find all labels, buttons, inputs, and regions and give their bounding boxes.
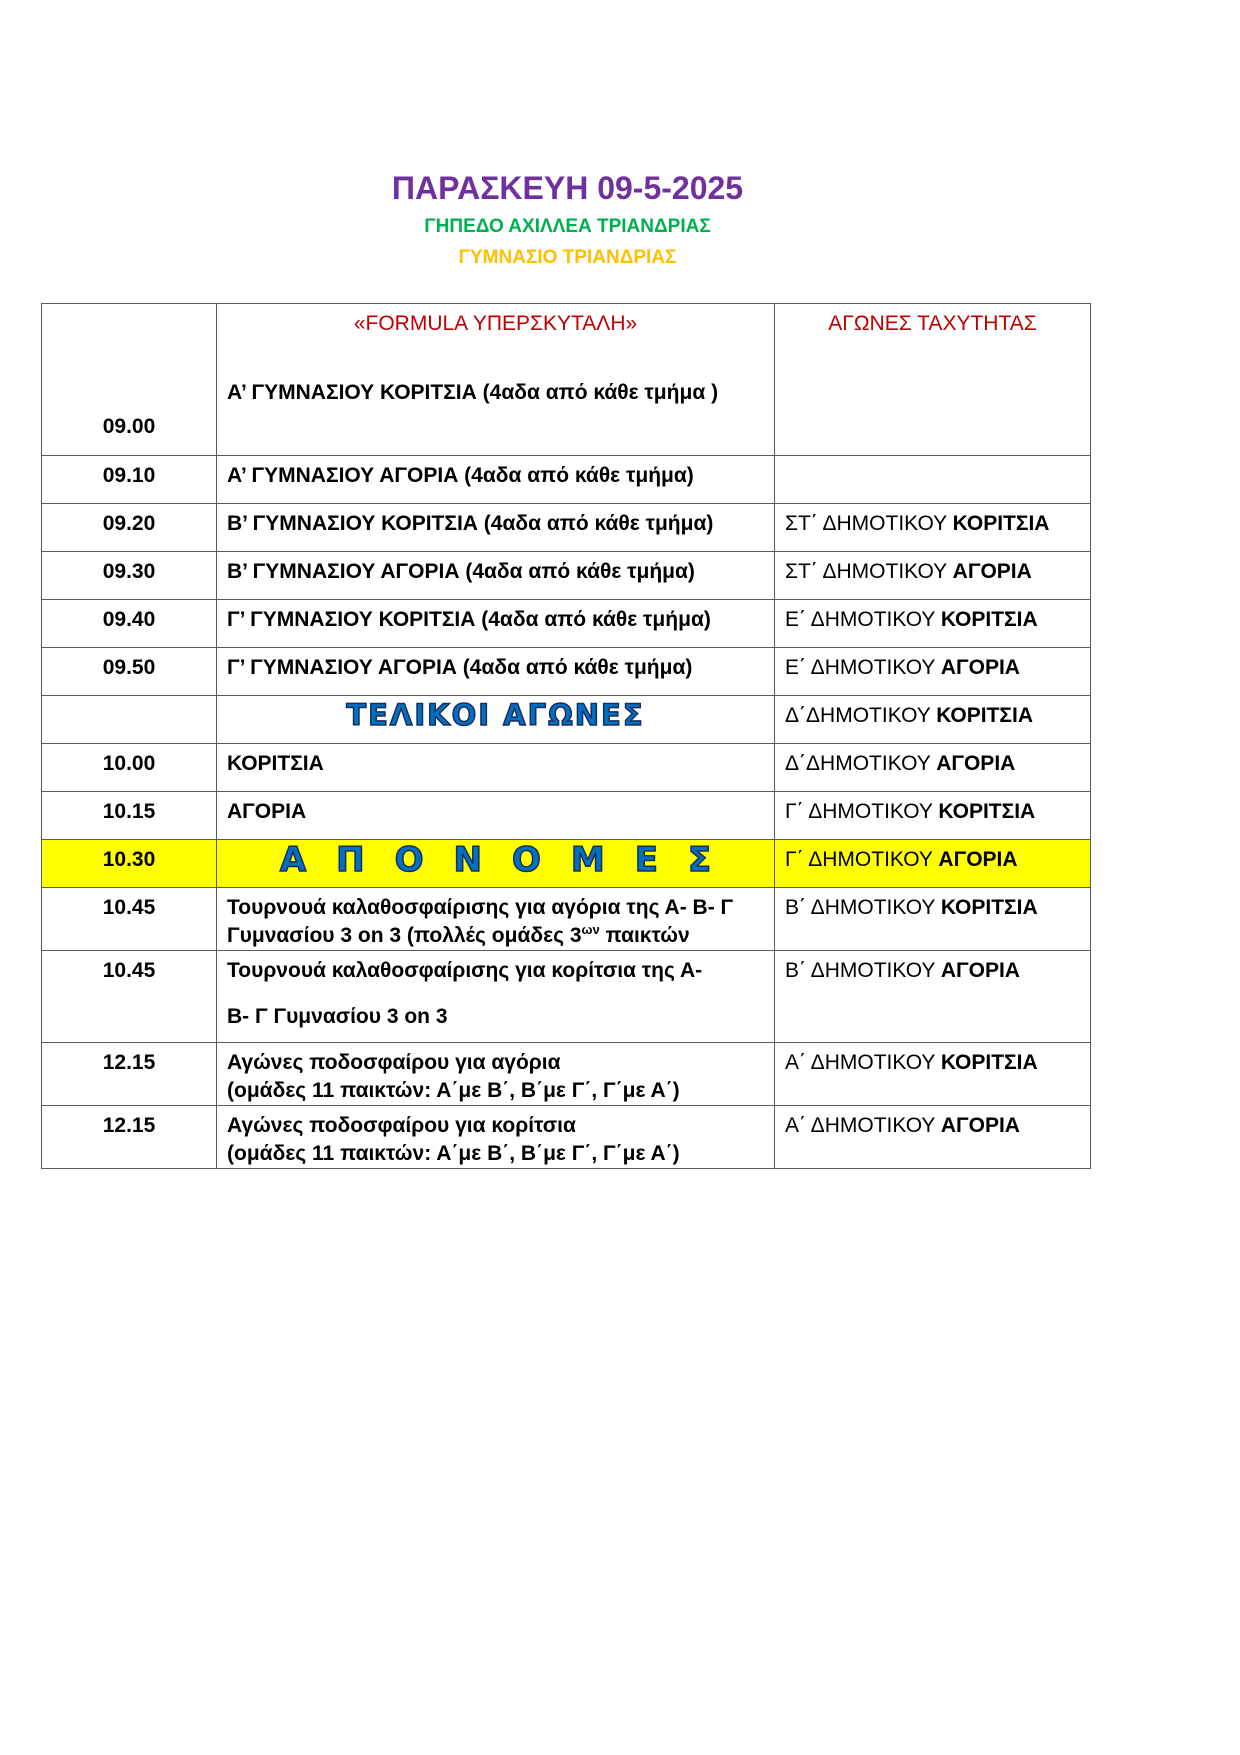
speed-cell [775, 840, 1091, 888]
time-cell: 10.45 [42, 951, 217, 1043]
table-row-highlight [42, 840, 1091, 888]
time-cell: 10.15 [42, 792, 217, 840]
speed-gender: ΑΓΟΡΙΑ [938, 848, 1018, 871]
event-cell: Γ’ ΓΥΜΝΑΣΙΟΥ ΚΟΡΙΤΣΙΑ (4αδα από κάθε τμήμα) [217, 600, 775, 648]
table-row [42, 304, 1091, 456]
speed-cell [775, 552, 1091, 600]
table-row [42, 951, 1091, 1043]
page-title: ΠΑΡΑΣΚΕΥΗ 09-5-2025 [391, 170, 744, 206]
speed-gender: ΚΟΡΙΤΣΙΑ [936, 704, 1033, 727]
venue-field: ΓΗΠΕΔΟ ΑΧΙΛΛΕΑ ΤΡΙΑΝΔΡΙΑΣ [424, 216, 711, 237]
event-line-2: Β- Γ Γυμνασίου 3 on 3 [227, 1005, 448, 1028]
finals-banner: ΤΕΛΙΚΟΙ ΑΓΩΝΕΣ [346, 698, 645, 732]
speed-cell [775, 696, 1091, 744]
event-cell: Β’ ΓΥΜΝΑΣΙΟΥ ΑΓΟΡΙΑ (4αδα από κάθε τμήμα) [217, 552, 775, 600]
time-cell: 10.00 [42, 744, 217, 792]
speed-cell [775, 304, 1091, 456]
speed-cell [775, 648, 1091, 696]
time-cell [42, 696, 217, 744]
time-cell [42, 304, 217, 456]
table-row [42, 744, 1091, 792]
speed-cell [775, 600, 1091, 648]
speed-grade: Γ΄ ΔΗΜΟΤΙΚΟΥ [785, 800, 939, 823]
event-cell [217, 696, 775, 744]
time-cell: 12.15 [42, 1106, 217, 1169]
time-cell: 09.50 [42, 648, 217, 696]
table-row [42, 792, 1091, 840]
speed-cell [775, 504, 1091, 552]
event-text: Α’ ΓΥΜΝΑΣΙΟΥ ΚΟΡΙΤΣΙΑ (4αδα από κάθε τμήμα ) [227, 381, 719, 404]
table-row [42, 1106, 1091, 1169]
event-cell [217, 951, 775, 1043]
speed-gender: ΑΓΟΡΙΑ [952, 560, 1032, 583]
event-line-1: Τουρνουά καλαθοσφαίρισης για κορίτσια της Α- [227, 959, 703, 982]
event-text: Τουρνουά καλαθοσφαίρισης για αγόρια της Α- Β- Γ Γυμνασίου 3 on 3 (πολλές ομάδες 3 [227, 896, 734, 947]
awards-banner: ΑΠΟΝΟΜΕΣ [279, 840, 742, 880]
speed-grade: Α΄ ΔΗΜΟΤΙΚΟΥ [785, 1051, 941, 1074]
speed-grade: Ε΄ ΔΗΜΟΤΙΚΟΥ [785, 656, 941, 679]
event-cell: Γ’ ΓΥΜΝΑΣΙΟΥ ΑΓΟΡΙΑ (4αδα από κάθε τμήμα) [217, 648, 775, 696]
table-row [42, 456, 1091, 504]
event-cell [217, 888, 775, 951]
event-cell: Α’ ΓΥΜΝΑΣΙΟΥ ΑΓΟΡΙΑ (4αδα από κάθε τμήμα) [217, 456, 775, 504]
table-row [42, 1043, 1091, 1106]
time-cell: 12.15 [42, 1043, 217, 1106]
speed-cell [775, 1106, 1091, 1169]
event-superscript: ων [581, 922, 600, 937]
event-cell: Β’ ΓΥΜΝΑΣΙΟΥ ΚΟΡΙΤΣΙΑ (4αδα από κάθε τμήμα) [217, 504, 775, 552]
speed-gender: ΚΟΡΙΤΣΙΑ [940, 1051, 1038, 1074]
event-cell [217, 304, 775, 456]
event-line-1: Αγώνες ποδοσφαίρου για αγόρια [227, 1051, 561, 1074]
speed-gender: ΑΓΟΡΙΑ [940, 1114, 1020, 1137]
speed-gender: ΚΟΡΙΤΣΙΑ [938, 800, 1036, 823]
speed-grade: Ε΄ ΔΗΜΟΤΙΚΟΥ [785, 608, 941, 631]
venue-gym: ΓΥΜΝΑΣΙΟ ΤΡΙΑΝΔΡΙΑΣ [458, 247, 677, 268]
speed-cell [775, 792, 1091, 840]
speed-gender: ΑΓΟΡΙΑ [940, 959, 1020, 982]
time-value: 09.00 [102, 415, 156, 438]
speed-cell [775, 888, 1091, 951]
speed-cell [775, 951, 1091, 1043]
speed-grade: ΣΤ΄ ΔΗΜΟΤΙΚΟΥ [785, 512, 953, 535]
event-cell [217, 1106, 775, 1169]
event-cell [217, 840, 775, 888]
table-row [42, 696, 1091, 744]
speed-grade: Β΄ ΔΗΜΟΤΙΚΟΥ [785, 896, 941, 919]
table-row [42, 504, 1091, 552]
speed-gender: ΑΓΟΡΙΑ [940, 656, 1020, 679]
table-row [42, 600, 1091, 648]
speed-grade: Δ΄ΔΗΜΟΤΙΚΟΥ [785, 752, 937, 775]
event-cell: ΑΓΟΡΙΑ [217, 792, 775, 840]
event-cell: ΚΟΡΙΤΣΙΑ [217, 744, 775, 792]
time-cell: 09.30 [42, 552, 217, 600]
speed-grade: Γ΄ ΔΗΜΟΤΙΚΟΥ [785, 848, 939, 871]
speed-grade: Α΄ ΔΗΜΟΤΙΚΟΥ [785, 1114, 941, 1137]
time-cell: 10.45 [42, 888, 217, 951]
table-row [42, 552, 1091, 600]
speed-gender: ΚΟΡΙΤΣΙΑ [940, 896, 1038, 919]
speed-grade: Β΄ ΔΗΜΟΤΙΚΟΥ [785, 959, 941, 982]
time-cell: 10.30 [42, 840, 217, 888]
speed-gender: ΚΟΡΙΤΣΙΑ [952, 512, 1050, 535]
speed-cell [775, 744, 1091, 792]
time-cell: 09.40 [42, 600, 217, 648]
schedule-table [41, 303, 1091, 1169]
event-text-tail: παικτών [599, 924, 690, 947]
table-row [42, 648, 1091, 696]
speed-grade: ΣΤ΄ ΔΗΜΟΤΙΚΟΥ [785, 560, 953, 583]
time-cell: 09.20 [42, 504, 217, 552]
speed-gender: ΚΟΡΙΤΣΙΑ [940, 608, 1038, 631]
speed-cell [775, 1043, 1091, 1106]
speed-grade: Δ΄ΔΗΜΟΤΙΚΟΥ [785, 704, 937, 727]
formula-header: «FORMULA ΥΠΕΡΣΚΥΤΑΛΗ» [353, 312, 638, 335]
time-cell: 09.10 [42, 456, 217, 504]
table-row [42, 888, 1091, 951]
speed-cell [775, 456, 1091, 504]
speed-header: ΑΓΩΝΕΣ ΤΑΧΥΤΗΤΑΣ [828, 312, 1037, 335]
speed-gender: ΑΓΟΡΙΑ [936, 752, 1016, 775]
event-line-2: (ομάδες 11 παικτών: Α΄με Β΄, Β΄με Γ΄, Γ΄με Α΄) [227, 1079, 680, 1102]
event-line-1: Αγώνες ποδοσφαίρου για κορίτσια [227, 1114, 576, 1137]
event-cell [217, 1043, 775, 1106]
event-line-2: (ομάδες 11 παικτών: Α΄με Β΄, Β΄με Γ΄, Γ΄με Α΄) [227, 1142, 680, 1165]
